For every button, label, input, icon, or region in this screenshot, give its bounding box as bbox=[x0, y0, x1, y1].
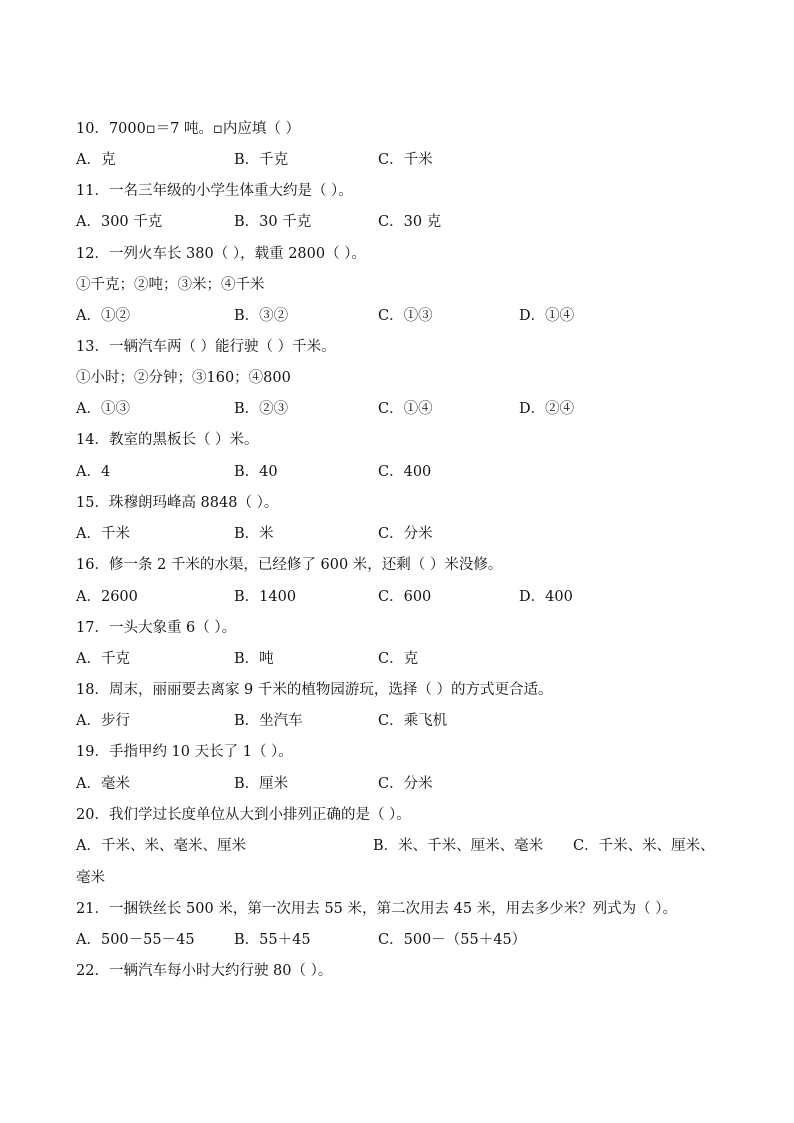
question-14-option-a[interactable]: A．4 bbox=[76, 464, 111, 480]
question-14-stem: 14．教室的黑板长（ ）米。 bbox=[76, 432, 259, 448]
question-12-choices: ①千克；②吨；③米；④千米 bbox=[76, 277, 265, 293]
question-20-option-b[interactable]: B．米、千米、厘米、毫米 bbox=[373, 838, 544, 854]
question-11-option-c[interactable]: C．30 克 bbox=[378, 214, 442, 230]
question-17-stem: 17．一头大象重 6（ ）。 bbox=[76, 620, 237, 636]
question-20-option-c[interactable]: C．千米、米、厘米、 bbox=[573, 838, 715, 854]
question-17-option-a[interactable]: A．千克 bbox=[76, 651, 130, 667]
question-13-option-d[interactable]: D．②④ bbox=[519, 401, 575, 417]
question-13-option-a[interactable]: A．①③ bbox=[76, 401, 130, 417]
question-15-stem: 15．珠穆朗玛峰高 8848（ ）。 bbox=[76, 495, 279, 511]
question-13-option-b[interactable]: B．②③ bbox=[234, 401, 289, 417]
question-10-option-a[interactable]: A．克 bbox=[76, 152, 116, 168]
question-11-stem: 11．一名三年级的小学生体重大约是（ ）。 bbox=[76, 183, 353, 199]
question-13-choices: ①小时；②分钟；③160；④800 bbox=[76, 370, 291, 386]
question-12-option-c[interactable]: C．①③ bbox=[378, 308, 433, 324]
question-18-stem: 18．周末，丽丽要去离家 9 千米的植物园游玩，选择（ ）的方式更合适。 bbox=[76, 682, 553, 698]
question-14-option-b[interactable]: B．40 bbox=[234, 464, 278, 480]
question-11-option-b[interactable]: B．30 千克 bbox=[234, 214, 312, 230]
question-12-option-d[interactable]: D．①④ bbox=[519, 308, 575, 324]
question-21-option-c[interactable]: C．500－（55＋45） bbox=[378, 932, 527, 948]
question-20-stem: 20．我们学过长度单位从大到小排列正确的是（ ）。 bbox=[76, 807, 411, 823]
question-21-option-b[interactable]: B．55＋45 bbox=[234, 932, 311, 948]
question-17-option-b[interactable]: B．吨 bbox=[234, 651, 274, 667]
question-16-option-c[interactable]: C．600 bbox=[378, 589, 432, 605]
question-15-option-a[interactable]: A．千米 bbox=[76, 526, 130, 542]
question-16-option-b[interactable]: B．1400 bbox=[234, 589, 297, 605]
question-15-option-c[interactable]: C．分米 bbox=[378, 526, 433, 542]
question-12-option-a[interactable]: A．①② bbox=[76, 308, 130, 324]
question-10-option-b[interactable]: B．千克 bbox=[234, 152, 289, 168]
question-16-stem: 16．修一条 2 千米的水渠，已经修了 600 米，还剩（ ）米没修。 bbox=[76, 557, 503, 573]
question-10-option-c[interactable]: C．千米 bbox=[378, 152, 433, 168]
question-21-option-a[interactable]: A．500－55－45 bbox=[76, 932, 195, 948]
question-14-option-c[interactable]: C．400 bbox=[378, 464, 432, 480]
question-19-stem: 19．手指甲约 10 天长了 1（ ）。 bbox=[76, 744, 293, 760]
question-18-option-a[interactable]: A．步行 bbox=[76, 713, 130, 729]
question-13-stem: 13．一辆汽车两（ ）能行驶（ ）千米。 bbox=[76, 339, 336, 355]
question-12-option-b[interactable]: B．③② bbox=[234, 308, 289, 324]
question-17-option-c[interactable]: C．克 bbox=[378, 651, 419, 667]
question-20-option-c-continued: 毫米 bbox=[76, 870, 105, 886]
question-18-option-c[interactable]: C．乘飞机 bbox=[378, 713, 448, 729]
question-16-option-d[interactable]: D．400 bbox=[519, 589, 573, 605]
question-16-option-a[interactable]: A．2600 bbox=[76, 589, 138, 605]
question-19-option-a[interactable]: A．毫米 bbox=[76, 776, 130, 792]
question-19-option-b[interactable]: B．厘米 bbox=[234, 776, 289, 792]
question-21-stem: 21．一捆铁丝长 500 米，第一次用去 55 米，第二次用去 45 米，用去多少米？列式为（ ）。 bbox=[76, 901, 678, 917]
question-22-stem: 22．一辆汽车每小时大约行驶 80（ ）。 bbox=[76, 963, 333, 979]
question-13-option-c[interactable]: C．①④ bbox=[378, 401, 433, 417]
question-10-stem: 10．7000▫＝7 吨。▫内应填（ ） bbox=[76, 121, 300, 137]
question-15-option-b[interactable]: B．米 bbox=[234, 526, 274, 542]
question-20-option-a[interactable]: A．千米、米、毫米、厘米 bbox=[76, 838, 246, 854]
question-12-stem: 12．一列火车长 380（ ），载重 2800（ ）。 bbox=[76, 246, 366, 262]
question-18-option-b[interactable]: B．坐汽车 bbox=[234, 713, 303, 729]
question-11-option-a[interactable]: A．300 千克 bbox=[76, 214, 163, 230]
question-19-option-c[interactable]: C．分米 bbox=[378, 776, 433, 792]
